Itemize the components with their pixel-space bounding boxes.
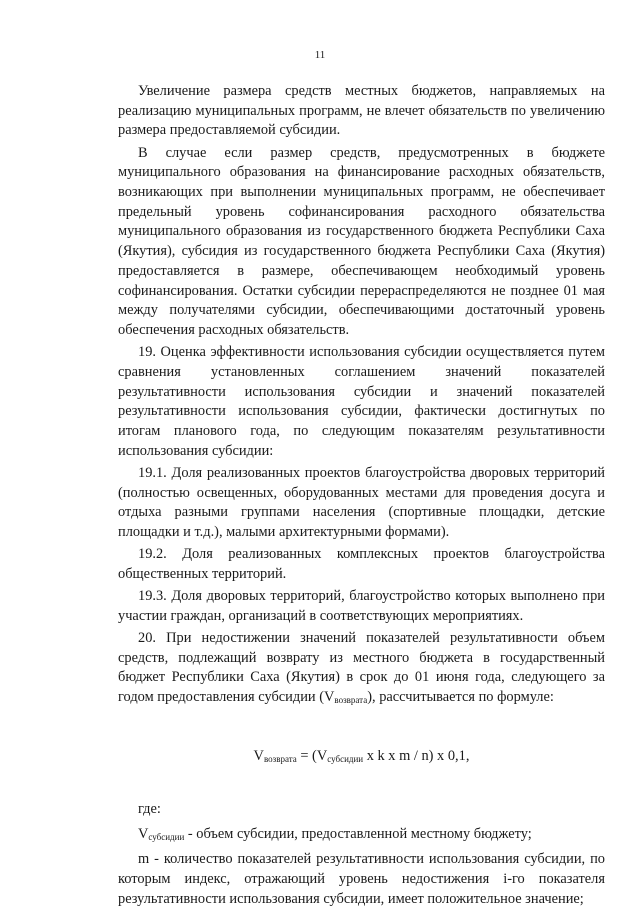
- paragraph-19-2: 19.2. Доля реализованных комплексных проектов благоустройства общественных территорий.: [118, 546, 605, 582]
- definition-subscript: субсидии: [148, 832, 185, 843]
- definition-var: V: [138, 826, 149, 843]
- formula-subscript: возврата: [263, 753, 297, 764]
- definition-v-subsidy: [118, 825, 605, 848]
- paragraph-19-1: 19.1. Доля реализованных проектов благоустройства дворовых территорий (полностью освещенных, оборудованных местами для проведения досуга и отдыха разными группами населения (спортивные площадки, детские площадки и т.д.), малыми архитектурными формами).: [118, 464, 605, 540]
- document-body: [118, 82, 605, 912]
- formula-part: x k x m / n) x 0,1,: [363, 747, 470, 764]
- formula-var: V: [253, 747, 264, 764]
- paragraph-19: 19. Оценка эффективности использования субсидии осуществляется путем сравнения установленных соглашением значений показателей результативности использования субсидии и значений показателей результативности использования субсидии, фактически достигнутых по итогам планового года, по следующим показателям результативности использования субсидии:: [118, 344, 605, 459]
- paragraph-19-3: 19.3. Доля дворовых территорий, благоустройство которых выполнено при участии граждан, организаций в соответствующих мероприятиях.: [118, 588, 605, 624]
- paragraph: В случае если размер средств, предусмотренных в бюджете муниципального образования на финансирование расходных обязательств, возникающих при выполнении муниципальных программ, не обеспечивает предельный уровень софинансирования расходного обязательства муниципального образования из государственного бюджета Республики Саха (Якутия), субсидия из государственного бюджета Республики Саха (Якутия) предоставляется в размере, обеспечивающем необходимый уровень софинансирования. Остатки субсидии перераспределяются не позднее 01 мая между получателями субсидии, обеспечивающими достаточный уровень обеспечения расходных обязательств.: [118, 144, 605, 338]
- formula-part: = (V: [296, 747, 328, 764]
- definition-m: m - количество показателей результативности использования субсидии, по которым индекс, отражающий уровень недостижения i-го показателя результативности использования субсидии, имеет положительное значение;: [118, 851, 605, 907]
- definition-text: - объем субсидии, предоставленной местному бюджету;: [184, 826, 532, 843]
- subscript: возврата: [334, 695, 368, 706]
- paragraph-20-tail: ), рассчитывается по формуле:: [367, 689, 554, 706]
- refund-formula: [118, 747, 605, 770]
- page-number: 11: [314, 49, 326, 61]
- paragraph-20: [118, 629, 605, 711]
- where-label: где:: [138, 800, 161, 817]
- paragraph-20-text: 20. При недостижении значений показателей результативности объем средств, подлежащий возврату из местного бюджета в государственный бюджет Республики Саха (Якутия) в срок до 01 июня года, следующего за годом предоставления субсидии (V: [118, 629, 605, 706]
- paragraph: Увеличение размера средств местных бюджетов, направляемых на реализацию муниципальных программ, не влечет обязательств по увеличению размера предоставляемой субсидии.: [118, 83, 605, 139]
- formula-subscript: субсидии: [327, 753, 364, 764]
